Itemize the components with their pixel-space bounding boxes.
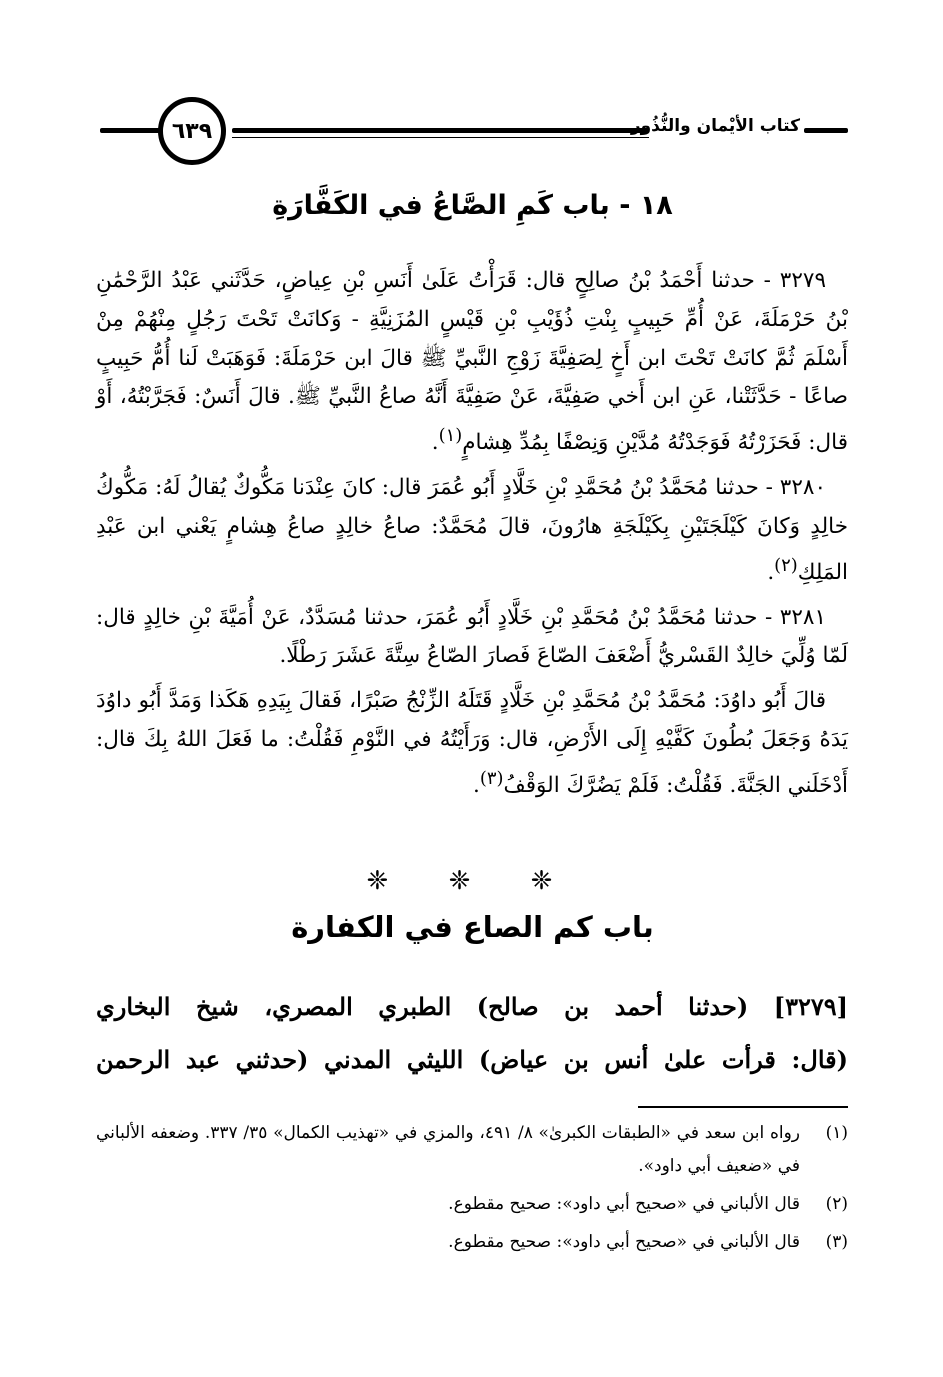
section-title: باب كم الصاع في الكفارة	[291, 910, 654, 944]
footnote	[96, 1117, 848, 1183]
footnote-text: قال الألباني في «صحيح أبي داود»: صحيح مقطوع.	[448, 1194, 800, 1214]
section-separator: ❈ ❈ ❈	[366, 866, 579, 896]
commentary-line: (قال: قرأت علىٰ أنس بن عياض) الليثي المدني (حدثني عبد الرحمن	[96, 1045, 848, 1074]
header-thin-rule	[232, 137, 649, 138]
commentary-line: [٣٢٧٩] (حدثنا أحمد بن صالح) الطبري المصري، شيخ البخاري	[96, 992, 848, 1021]
footnote-number: (٢)	[825, 1194, 848, 1214]
footnotes	[96, 1117, 848, 1264]
footnote-ref[interactable]: (٣)	[479, 767, 504, 789]
hadith-paragraph: قالَ أَبُو داوُدَ: مُحَمَّدُ بْنُ مُحَمَّدِ بْنِ خَلَّادٍ قَتَلَهُ الزِّنْجُ صَبْرًا، فَقالَ بِيَدِهِ هَكَذا وَمَدَّ أَبُو داوُدَ يَدَهُ وَجَعَلَ بُطُونَ كَفَّيْهِ إِلَى الأَرْضِ، قال: وَرَأَيْتُهُ في النَّوْمِ فَقُلْتُ: ما فَعَلَ اللهُ بِكَ قال: أَدْخَلَني الجَنَّةَ. فَقُلْتُ: فَلَمْ يَضُرَّكَ الوَقْفُ$^{(٣)}$.	[96, 688, 848, 799]
footnote-number: (١)	[825, 1123, 848, 1143]
footnote-separator	[638, 1106, 848, 1108]
footnote-ref[interactable]: (٢)	[774, 554, 798, 576]
page-number: ٦٣٩	[171, 118, 213, 144]
footnote-ref[interactable]: (١)	[438, 425, 463, 447]
page-number-badge	[158, 97, 226, 165]
commentary-text	[96, 980, 848, 1086]
footnote-number: (٣)	[825, 1232, 848, 1252]
chapter-title: ١٨ - باب كَمِ الصَّاعُ في الكَفَّارَةِ	[272, 190, 673, 221]
hadith-text	[96, 262, 848, 812]
hadith-paragraph: ٣٢٨١ - حدثنا مُحَمَّدُ بْنُ مُحَمَّدِ بْنِ خَلَّادٍ أَبُو عُمَرَ، حدثنا مُسَدَّدٌ، عَنْ أُمَيَّةَ بْنِ خالِدٍ قال: لَمّا وُلِّيَ خالِدٌ القَسْريُّ أَضْعَفَ الصّاعَ فَصارَ الصّاعُ سِتَّةَ عَشَرَ رَطْلًا.	[96, 604, 848, 669]
header-rule-middle	[232, 128, 649, 133]
hadith-paragraph: ٣٢٨٠ - حدثنا مُحَمَّدُ بْنُ مُحَمَّدِ بْنِ خَلَّادٍ أَبُو عُمَرَ قال: كانَ عِنْدَنا مَكُّوكٌ يُقالُ لَهُ: مَكُّوكُ خالِدٍ وَكانَ كَيْلَجَتَيْنِ بِكَيْلَجَةِ هارُونَ، قالَ مُحَمَّدٌ: صاعُ خالِدٍ صاعُ هِشامٍ يَعْني ابن عَبْدِ المَلِكِ$^{(٢)}$.	[96, 475, 848, 585]
footnote	[96, 1188, 848, 1221]
hadith-paragraph: ٣٢٧٩ - حدثنا أَحْمَدُ بْنُ صالِحٍ قال: قَرَأْتُ عَلَىٰ أَنَسِ بْنِ عِياضٍ، حَدَّثَني عَبْدُ الرَّحْمَٰنِ بْنُ حَرْمَلَةَ، عَنْ أُمِّ حَبِيبٍ بِنْتِ ذُؤَيْبِ بْنِ قَيْسٍ المُزَنِيَّةِ - وَكانَتْ تَحْتَ رَجُلٍ مِنْهُمْ مِنْ أَسْلَمَ ثُمَّ كانَتْ تَحْتَ ابن أَخٍ لِصَفِيَّةَ زَوْجِ النَّبيِّ ﷺ قالَ ابن حَرْمَلَةَ: فَوَهَبَتْ لَنا أُمُّ حَبِيبٍ صاعًا - حَدَّثَتْنا، عَنِ ابن أَخي صَفِيَّةَ، عَنْ صَفِيَّةَ أَنَّهُ صاعُ النَّبيِّ ﷺ. قالَ أَنَسٌ: فَجَرَّبْتُهُ، أَوْ قال: فَحَزَرْتُهُ فَوَجَدْتُهُ مُدَّيْنِ وَنِصْفًا بِمُدِّ هِشامٍ$^{(١)}$.	[96, 268, 848, 456]
running-title: كتاب الأيْمان والنُّذُور	[630, 116, 800, 136]
footnote	[96, 1226, 848, 1259]
header-rule-right	[804, 128, 848, 133]
footnote-text: رواه ابن سعد في «الطبقات الكبرىٰ» ٨/ ٤٩١، والمزي في «تهذيب الكمال» ٣٥/ ٣٣٧. وضعفه الألباني في «ضعيف أبي داود».	[96, 1123, 800, 1176]
footnote-text: قال الألباني في «صحيح أبي داود»: صحيح مقطوع.	[448, 1232, 800, 1252]
